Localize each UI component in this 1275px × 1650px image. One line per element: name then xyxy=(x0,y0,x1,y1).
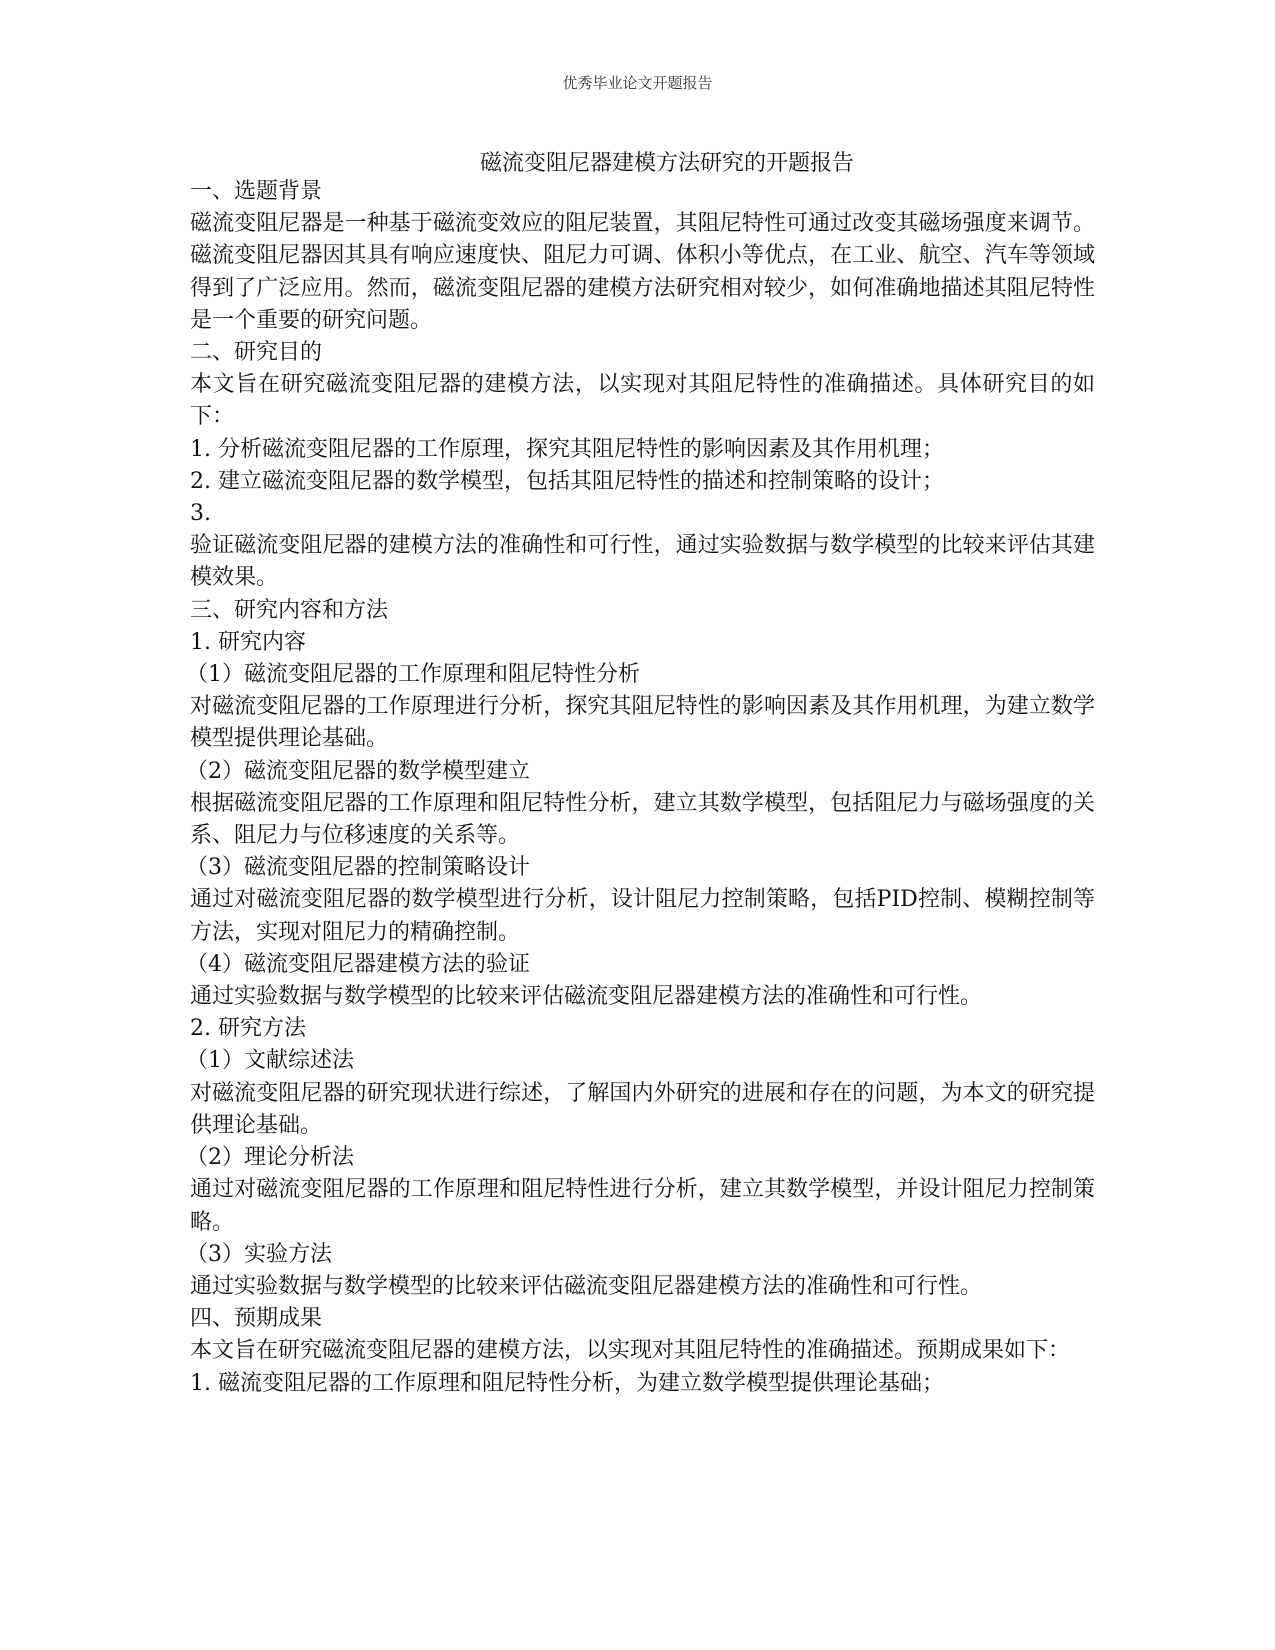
method-item-3-title: （3）实验方法 xyxy=(186,1241,332,1267)
content-item-2-text: 根据磁流变阻尼器的工作原理和阻尼特性分析，建立其数学模型，包括阻尼力与磁场强度的关系、阻尼力与位移速度的关系等。 xyxy=(190,790,1095,849)
method-item-2-title: （2）理论分析法 xyxy=(186,1145,354,1171)
purpose-item-1: 1. 分析磁流变阻尼器的工作原理，探究其阻尼特性的影响因素及其作用机理； xyxy=(190,436,944,462)
purpose-item-2: 2. 建立磁流变阻尼器的数学模型，包括其阻尼特性的描述和控制策略的设计； xyxy=(190,468,944,494)
content-item-4-text: 通过实验数据与数学模型的比较来评估磁流变阻尼器建模方法的准确性和可行性。 xyxy=(190,984,983,1010)
section-heading-content-methods: 三、研究内容和方法 xyxy=(190,597,389,623)
content-item-3-title: （3）磁流变阻尼器的控制策略设计 xyxy=(186,855,530,881)
background-paragraph: 磁流变阻尼器是一种基于磁流变效应的阻尼装置，其阻尼特性可通过改变其磁场强度来调节。磁流变阻尼器因其具有响应速度快、阻尼力可调、体积小等优点，在工业、航空、汽车等领域得到了广泛应用。然而，磁流变阻尼器的建模方法研究相对较少，如何准确地描述其阻尼特性是一个重要的研究问题。 xyxy=(190,211,1095,333)
document-body xyxy=(186,176,1095,1400)
section-heading-purpose: 二、研究目的 xyxy=(190,340,323,366)
purpose-item-3-text: 验证磁流变阻尼器的建模方法的准确性和可行性，通过实验数据与数学模型的比较来评估其建模效果。 xyxy=(190,533,1095,591)
content-item-1-title: （1）磁流变阻尼器的工作原理和阻尼特性分析 xyxy=(186,662,640,688)
outcomes-paragraph: 本文旨在研究磁流变阻尼器的建模方法，以实现对其阻尼特性的准确描述。预期成果如下： xyxy=(190,1338,1071,1364)
method-item-3-text: 通过实验数据与数学模型的比较来评估磁流变阻尼器建模方法的准确性和可行性。 xyxy=(190,1273,983,1299)
section-heading-outcomes: 四、预期成果 xyxy=(190,1306,323,1332)
page-header: 优秀毕业论文开题报告 xyxy=(562,74,713,92)
method-item-1-title: （1）文献综述法 xyxy=(186,1048,354,1074)
outcome-item-1: 1. 磁流变阻尼器的工作原理和阻尼特性分析，为建立数学模型提供理论基础； xyxy=(190,1370,944,1396)
page-title: 磁流变阻尼器建模方法研究的开题报告 xyxy=(480,151,855,176)
content-item-3-text: 通过对磁流变阻尼器的数学模型进行分析，设计阻尼力控制策略，包括PID控制、模糊控制等方法，实现对阻尼力的精确控制。 xyxy=(190,887,1095,945)
research-methods-heading: 2. 研究方法 xyxy=(190,1016,306,1042)
content-item-4-title: （4）磁流变阻尼器建模方法的验证 xyxy=(186,951,530,977)
section-heading-background: 一、选题背景 xyxy=(190,179,323,204)
purpose-item-3-number: 3. xyxy=(190,501,211,527)
content-item-1-text: 对磁流变阻尼器的工作原理进行分析，探究其阻尼特性的影响因素及其作用机理，为建立数学模型提供理论基础。 xyxy=(190,694,1095,752)
purpose-paragraph: 本文旨在研究磁流变阻尼器的建模方法，以实现对其阻尼特性的准确描述。具体研究目的如下： xyxy=(190,372,1095,430)
content-item-2-title: （2）磁流变阻尼器的数学模型建立 xyxy=(186,758,530,784)
method-item-2-text: 通过对磁流变阻尼器的工作原理和阻尼特性进行分析，建立其数学模型，并设计阻尼力控制策略。 xyxy=(190,1177,1095,1235)
research-content-heading: 1. 研究内容 xyxy=(190,629,306,655)
method-item-1-text: 对磁流变阻尼器的研究现状进行综述，了解国内外研究的进展和存在的问题，为本文的研究提供理论基础。 xyxy=(190,1080,1095,1138)
